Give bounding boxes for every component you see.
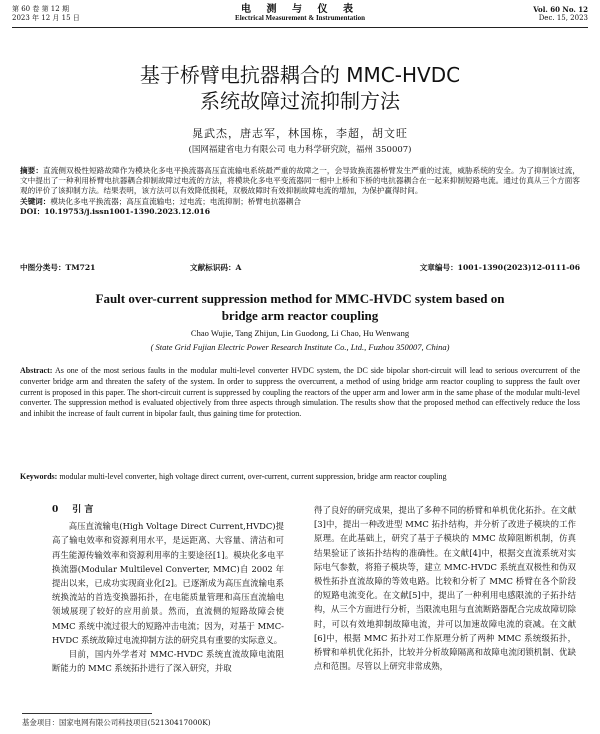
body-column-right — [314, 503, 576, 673]
abstract-cn-text: 直流侧双极性短路故障作为模块化多电平换流器高压直流输电系统最严重的故障之一，会导致换流器桥臂发生严重的过流，威胁系统的安全。为了抑制该过流，文中提出了一种利用桥臂电抗器耦合抑制故障过电流的方法，将模块化多电平变流器同一相中上桥和下桥的电抗器耦合在一起来抑制短路电流。通过仿真从三个方面客观的评价了该抑制方法。结果表明，该方法可以有效降低损耗，双极故障时有效抑制故障电流的增加，为保护赢得时间。 — [20, 166, 581, 196]
paragraph: 目前，国内外学者对 MMC-HVDC 系统直流故障电流阻断能力的 MMC 系统拓扑进行了深入研究，并取 — [52, 649, 284, 674]
title-en-line1: Fault over-current suppression method for MMC-HVDC system based on — [95, 291, 505, 306]
authors-en: Chao Wujie, Tang Zhijun, Lin Guodong, Li Chao, Hu Wenwang — [190, 328, 410, 338]
abstract-cn — [20, 166, 580, 217]
header-right — [533, 5, 588, 23]
keywords-en-block — [20, 472, 580, 483]
doi: DOI：10.19753/j.issn1001-1390.2023.12.016 — [20, 206, 211, 216]
abstract-en — [20, 366, 580, 420]
volume-issue: 第 60 卷 第 12 期 — [12, 5, 69, 13]
body-column-left — [52, 503, 284, 675]
keywords-en-label: Keywords: — [20, 472, 58, 481]
abstract-cn-label: 摘要： — [20, 166, 44, 175]
volume-issue-en: Vol. 60 No. 12 — [533, 5, 588, 14]
keywords-en: modular multi-level converter, high voltage direct current, over-current, current suppression, bridge arm reactor coupling — [57, 472, 447, 481]
title-en — [40, 290, 560, 324]
footnote-divider — [22, 713, 152, 714]
keywords-cn: 模块化多电平换流器；高压直流输电；过电流；电流抑制；桥臂电抗器耦合 — [50, 196, 301, 206]
affiliation-cn: (国网福建省电力有限公司 电力科学研究院，福州 350007) — [188, 145, 412, 155]
publication-date-en: Dec. 15, 2023 — [538, 14, 588, 22]
title-en-line2: bridge arm reactor coupling — [221, 308, 379, 323]
journal-name-cn: 电 测 与 仪 表 — [241, 4, 359, 15]
title-cn — [0, 62, 600, 114]
journal-name-en: Electrical Measurement & Instrumentation — [235, 14, 365, 22]
article-number: 文章编号：1001-1390(2023)12-0111-06 — [419, 263, 580, 272]
abstract-en-text: As one of the most serious faults in the modular multi-level converter HVDC system, the DC side bipolar short-circuit will lead to serious overcurrent of the converter bridge arm and threaten the safety of the system. In order to suppress the overcurrent, a method of using bridge arm reactor coupling to suppress the fault over current is proposed in this paper. The short-circuit current is suppressed by coupling the reactors of the upper arm and lower arm in the same phase of the modular multi-level converter. The suppression method is evaluated objectively from three aspects through simulation. The results show that the proposed method can effectively reduce the loss and inhibit the increase of fault current in bipolar fault, thus gaining time for protection. — [20, 366, 580, 419]
header-center — [12, 5, 588, 23]
clc-number: 中图分类号：TM721 — [20, 263, 96, 272]
keywords-cn-label: 关键词： — [20, 196, 51, 206]
authors-cn: 晁武杰，唐志军，林国栋，李超，胡文旺 — [192, 127, 408, 140]
section-heading — [52, 503, 284, 517]
publication-date-cn: 2023 年 12 月 15 日 — [12, 14, 80, 22]
footnote-funding: 基金项目：国家电网有限公司科技项目(52130417000K) — [22, 718, 211, 727]
classification-line — [20, 262, 580, 273]
title-cn-line2: 系统故障过流抑制方法 — [200, 89, 400, 113]
document-code: 文献标识码：A — [190, 263, 242, 272]
header-divider — [12, 27, 588, 28]
affiliation-en: ( State Grid Fujian Electric Power Research Institute Co., Ltd., Fuzhou 350007, China) — [150, 342, 450, 352]
paragraph: 高压直流输电(High Voltage Direct Current,HVDC)提高了输电效率和资源利用水平，是远距离、大容量、清洁和可再生能源传输效率和资源利用率的主要途径[1]。模块化多电平换流器(Modular Multilevel Converter, MMC)自 2002 年提出以来，已成功实现商业化[2]。已逐渐成为高压直流输电系统换流站的首选变换器拓扑，在电能质量管理和高压直流输电领域展现了较好的应用前景。然而，直流侧的短路故障会使 MMC 系统中流过很大的短路冲击电流；因为，对基于 MMC-HVDC 系统故障过电流抑制方法的研究具有重要的实际意义。 — [52, 521, 284, 645]
paragraph: 得了良好的研究成果，提出了多种不同的桥臂和单机优化拓扑。在文献[3]中，提出一种改进型 MMC 拓扑结构，并分析了改进子模块的工作原理。在此基础上，研究了基于子模块的 MMC 故障阻断机制，仿真结果验证了该拓扑结构的准确性。在文献[4]中，根据交直流系统对实际电气参数，将箝子模块等，建立 MMC-HVDC 系统直双极性和伪双极性拓扑直流故障的等效电路。比较和分析了 MMC 桥臂在各个阶段的短路电流变化。在文献[5]中，提出了一种利用电感限流的子拓扑结构，从三个方面进行分析，当限流电阻与直流断路器配合完成故障切除时，可以有效地抑制故障电流，并可以加速故障电流的衰减。在文献[6]中，根据 MMC 拓扑对工作原理分析了两种 MMC 系统级拓扑，桥臂和单机优化拓扑，比较并分析故障隔离和故障电流闭锁机制、优缺点和范围。尽管以上研究非常成熟， — [314, 505, 576, 672]
abstract-en-label: Abstract: — [20, 366, 53, 375]
section-number: 0 — [52, 505, 59, 515]
title-cn-line1: 基于桥臂电抗器耦合的 MMC-HVDC — [139, 63, 461, 87]
section-title: 引 言 — [72, 505, 94, 515]
